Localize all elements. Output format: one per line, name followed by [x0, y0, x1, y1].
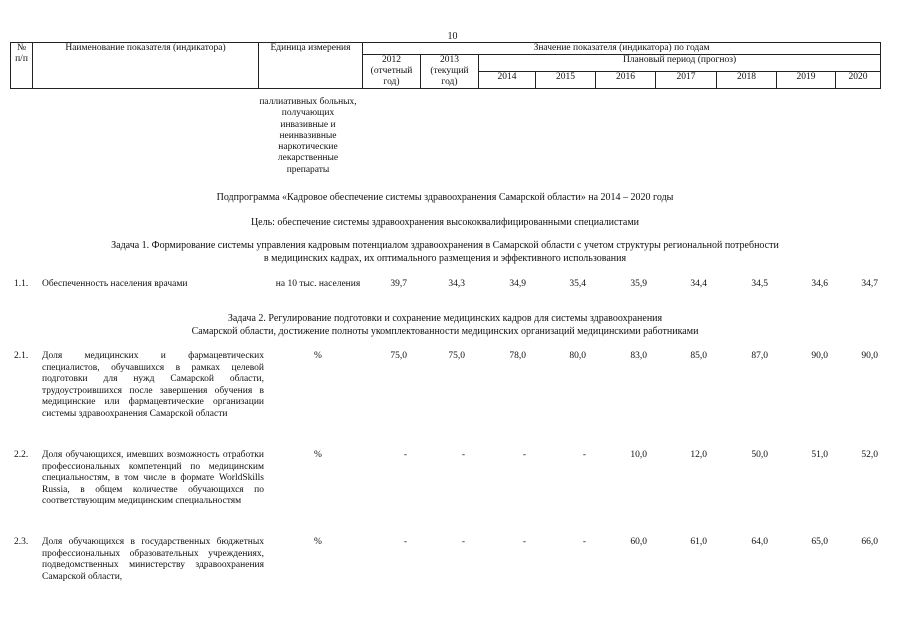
header-year: 2018	[717, 72, 777, 89]
row-value: 85,0	[690, 351, 707, 361]
row-value: 90,0	[811, 351, 828, 361]
row-value: -	[403, 450, 407, 460]
row-indicator-name: Доля медицинских и фармацевтических специалистов, обучавшихся в рамках целевой подготовки для нужд Самарской области, трудоустроившихся после завершения обучения в медицинские или фармацевтические организации системы здравоохранения Самарской области	[42, 351, 264, 419]
row-value: 87,0	[751, 351, 768, 361]
row-value: -	[522, 537, 526, 547]
task-2-line-2: Самарской области, достижение полноты укомплектованности медицинских организаций медицинскими работниками	[191, 326, 699, 337]
header-year: 2020	[836, 72, 881, 89]
row-value: 90,0	[861, 351, 878, 361]
row-indicator-name: Доля обучающихся в государственных бюджетных профессиональных образовательных учреждениях, подведомственных министерству здравоохранения Самарской области,	[42, 537, 264, 582]
row-value: -	[461, 450, 465, 460]
row-value: 12,0	[690, 450, 707, 460]
row-value: 35,9	[630, 279, 647, 289]
row-value: -	[522, 450, 526, 460]
row-value: 34,6	[811, 279, 828, 289]
row-indicator-name: Обеспеченность населения врачами	[42, 279, 188, 289]
row-number: 2.2.	[14, 450, 29, 460]
page-number: 10	[447, 31, 458, 42]
row-value: 64,0	[751, 537, 768, 547]
row-value: -	[461, 537, 465, 547]
row-unit: %	[314, 537, 322, 547]
header-year: 2017	[656, 72, 717, 89]
header-values-title: Значение показателя (индикатора) по годам	[363, 43, 881, 55]
continued-unit-text: паллиативных больных, получающих инвазивные и неинвазивные наркотические лекарственные препараты	[259, 97, 357, 175]
header-year: 2015	[536, 72, 596, 89]
row-value: 78,0	[509, 351, 526, 361]
subprogram-title: Подпрограмма «Кадровое обеспечение системы здравоохранения Самарской области» на 2014 – 2020 годы	[216, 192, 674, 203]
row-value: 83,0	[630, 351, 647, 361]
row-value: -	[582, 450, 586, 460]
row-value: -	[582, 537, 586, 547]
task-1-line-2: в медицинских кадрах, их оптимального размещения и эффективного использования	[263, 253, 627, 264]
row-value: 61,0	[690, 537, 707, 547]
row-number: 2.1.	[14, 351, 29, 361]
row-value: 52,0	[861, 450, 878, 460]
row-value: 60,0	[630, 537, 647, 547]
row-unit: на 10 тыс. населения	[275, 279, 361, 289]
task-2-line-1: Задача 2. Регулирование подготовки и сохранение медицинских кадров для системы здравоохранения	[227, 313, 663, 324]
header-year: 2016	[596, 72, 656, 89]
table-row	[10, 537, 880, 627]
row-value: 75,0	[390, 351, 407, 361]
row-value: 34,4	[690, 279, 707, 289]
row-value: 34,3	[448, 279, 465, 289]
goal-text: Цель: обеспечение системы здравоохранения высококвалифицированными специалистами	[250, 217, 640, 228]
row-value: 51,0	[811, 450, 828, 460]
row-value: 39,7	[390, 279, 407, 289]
header-name: Наименование показателя (индикатора)	[33, 43, 259, 89]
row-indicator-name: Доля обучающихся, имевших возможность отработки профессиональных компетенций по медицинским специальностям, в том числе в формате WorldSkills Russia, в общем количестве обучающихся по соответствующим медицинским специальностям	[42, 450, 264, 507]
header-year-2013: 2013 (текущий год)	[421, 55, 479, 89]
row-value: 66,0	[861, 537, 878, 547]
header-num: № п/п	[11, 43, 33, 89]
row-unit: %	[314, 450, 322, 460]
row-unit: %	[314, 351, 322, 361]
row-value: 10,0	[630, 450, 647, 460]
row-value: -	[403, 537, 407, 547]
row-value: 34,7	[861, 279, 878, 289]
row-value: 80,0	[569, 351, 586, 361]
header-year: 2014	[479, 72, 536, 89]
task-1-line-1: Задача 1. Формирование системы управления кадровым потенциалом здравоохранения в Самарской области с учетом структуры региональной потребности	[111, 240, 779, 251]
table-row	[10, 351, 880, 441]
row-value: 50,0	[751, 450, 768, 460]
row-value: 75,0	[448, 351, 465, 361]
table-row	[10, 450, 880, 540]
header-year-2012: 2012 (отчетный год)	[363, 55, 421, 89]
header-year: 2019	[777, 72, 836, 89]
header-planned-period: Плановый период (прогноз)	[479, 55, 881, 72]
row-value: 35,4	[569, 279, 586, 289]
indicator-table-header	[10, 42, 881, 89]
row-value: 34,9	[509, 279, 526, 289]
row-value: 65,0	[811, 537, 828, 547]
row-number: 1.1.	[14, 279, 29, 289]
header-unit: Единица измерения	[259, 43, 363, 89]
row-value: 34,5	[751, 279, 768, 289]
row-number: 2.3.	[14, 537, 29, 547]
